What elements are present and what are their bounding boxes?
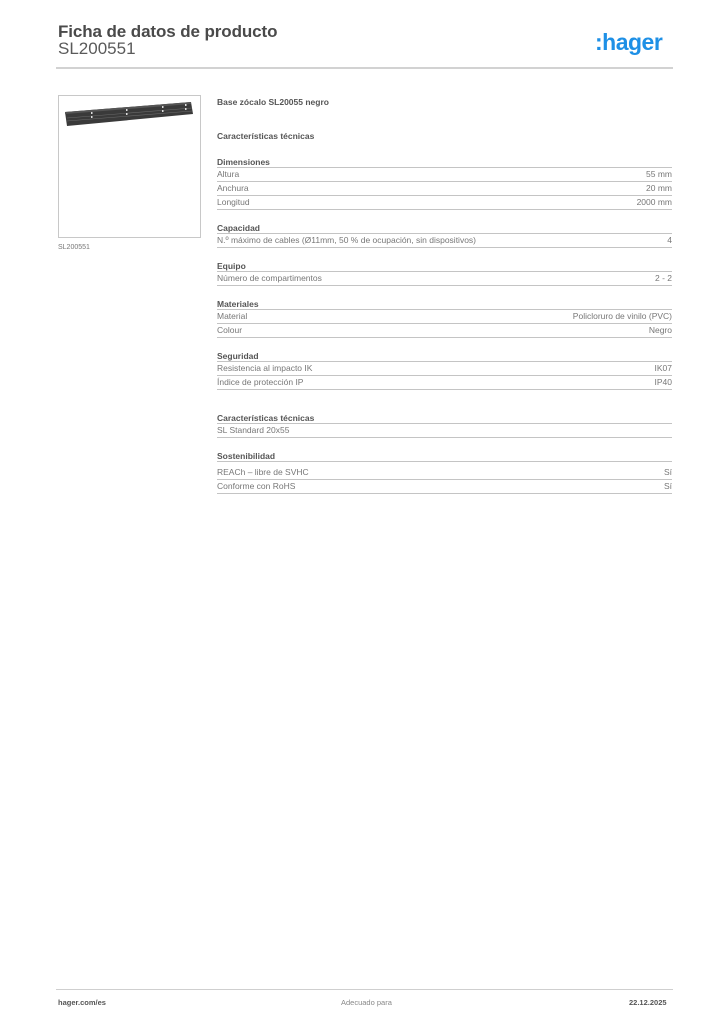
group-equipo xyxy=(217,260,672,286)
technical-heading: Características técnicas xyxy=(217,131,315,141)
spec-value: 2000 mm xyxy=(636,197,672,207)
group-heading: Materiales xyxy=(217,298,672,310)
product-image xyxy=(58,95,201,238)
group-heading: Equipo xyxy=(217,260,672,272)
group-caracteristicas xyxy=(217,412,672,438)
spec-row xyxy=(217,272,672,286)
header-title: Ficha de datos de producto xyxy=(58,22,278,41)
hager-logo: :hager xyxy=(595,29,663,55)
spec-row xyxy=(217,480,672,494)
spec-row xyxy=(217,376,672,390)
spec-row xyxy=(217,196,672,210)
group-heading: Dimensiones xyxy=(217,156,672,168)
group-seguridad xyxy=(217,350,672,390)
spec-row xyxy=(217,168,672,182)
spec-row xyxy=(217,182,672,196)
spec-row xyxy=(217,324,672,338)
spec-value: Sí xyxy=(663,467,672,477)
spec-label: REACh – libre de SVHC xyxy=(217,467,309,477)
spec-label: SL Standard 20x55 xyxy=(217,425,290,435)
spec-label: N.º máximo de cables (Ø11mm, 50 % de ocupación, sin dispositivos) xyxy=(217,235,477,245)
spec-value: 20 mm xyxy=(646,183,672,193)
spec-value: Negro xyxy=(648,325,672,335)
spec-value: Policloruro de vinilo (PVC) xyxy=(572,311,672,321)
spec-label: Colour xyxy=(217,325,243,335)
footer-website-link[interactable]: hager.com/es xyxy=(58,998,106,1007)
spec-value: 4 xyxy=(667,235,672,245)
spec-label: Material xyxy=(217,311,248,321)
spec-value: IP40 xyxy=(654,377,672,387)
spec-row xyxy=(217,424,672,438)
spec-value: IK07 xyxy=(654,363,672,373)
header-divider xyxy=(56,67,673,69)
section-spacer xyxy=(217,402,672,412)
spec-label: Altura xyxy=(217,169,240,179)
product-code: SL200551 xyxy=(58,39,136,58)
spec-content xyxy=(217,96,672,506)
spec-value: 55 mm xyxy=(646,169,672,179)
group-heading: Capacidad xyxy=(217,222,672,234)
group-dimensiones xyxy=(217,156,672,210)
group-capacidad xyxy=(217,222,672,248)
spec-label: Índice de protección IP xyxy=(217,377,304,387)
image-caption: SL200551 xyxy=(58,244,90,251)
spec-row xyxy=(217,362,672,376)
spec-row xyxy=(217,310,672,324)
footer-divider xyxy=(56,989,673,990)
trunking-base-icon xyxy=(63,100,197,140)
spec-label: Longitud xyxy=(217,197,250,207)
footer-center-text: Adecuado para xyxy=(341,998,392,1007)
group-sostenibilidad xyxy=(217,450,672,494)
spec-label: Número de compartimentos xyxy=(217,273,322,283)
product-name: Base zócalo SL20055 negro xyxy=(217,97,329,107)
spec-value: 2 - 2 xyxy=(654,273,672,283)
group-heading: Sostenibilidad xyxy=(217,450,672,462)
spec-label: Anchura xyxy=(217,183,249,193)
footer-date: 22.12.2025 xyxy=(629,998,667,1007)
spec-row xyxy=(217,466,672,480)
spec-label: Conforme con RoHS xyxy=(217,481,296,491)
spec-label: Resistencia al impacto IK xyxy=(217,363,313,373)
spec-value: Sí xyxy=(663,481,672,491)
group-materiales xyxy=(217,298,672,338)
spec-row xyxy=(217,234,672,248)
group-heading: Seguridad xyxy=(217,350,672,362)
group-heading: Características técnicas xyxy=(217,412,672,424)
